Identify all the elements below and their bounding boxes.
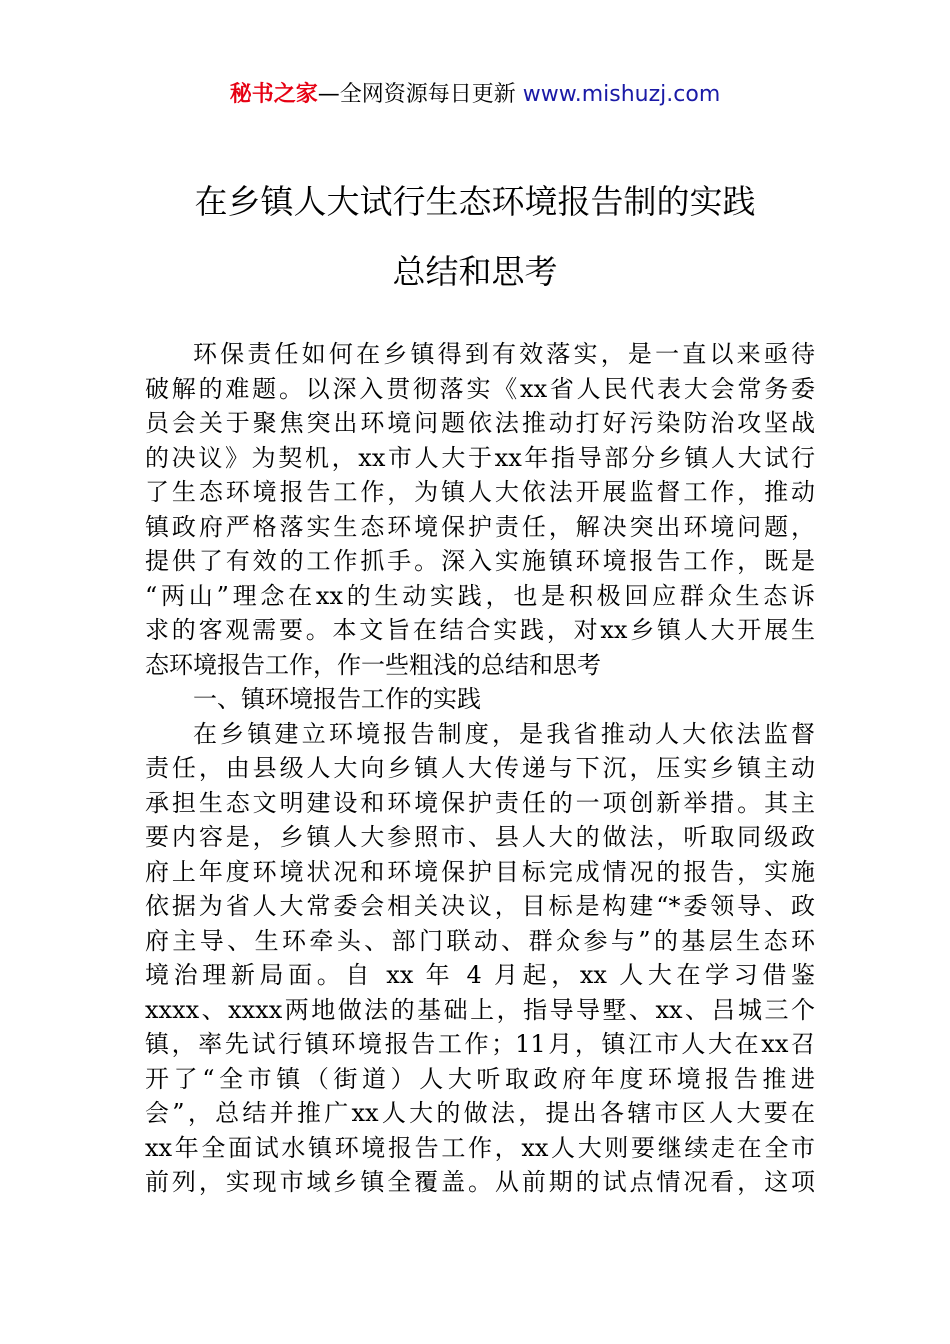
body-line: “两山”理念在xx的生动实践，也是积极回应群众生态诉 (145, 581, 815, 610)
body-line: 会”，总结并推广xx人大的做法，提出各辖市区人大要在 (145, 1099, 815, 1127)
body-line: 府上年度环境状况和环境保护目标完成情况的报告，实施 (145, 857, 815, 886)
site-url-link[interactable]: www.mishuzj.com (522, 82, 721, 107)
site-header (0, 80, 950, 110)
body-line: 责任，由县级人大向乡镇人大传递与下沉，压实乡镇主动 (145, 754, 815, 782)
body-line: 环保责任如何在乡镇得到有效落实，是一直以来亟待 (193, 340, 815, 368)
body-line: 承担生态文明建设和环境保护责任的一项创新举措。其主 (145, 788, 815, 817)
body-line: 前列，实现市域乡镇全覆盖。从前期的试点情况看，这项 (145, 1168, 815, 1196)
body-line: 依据为省人大常委会相关决议，目标是构建“*委领导、政 (145, 892, 815, 920)
body-line: 破解的难题。以深入贯彻落实《xx省人民代表大会常务委 (145, 374, 815, 403)
body-line: 求的客观需要。本文旨在结合实践，对xx乡镇人大开展生 (145, 616, 815, 644)
body-line: 要内容是，乡镇人大参照市、县人大的做法，听取同级政 (145, 823, 815, 851)
document-body (145, 337, 815, 1200)
document-title-line-1: 在乡镇人大试行生态环境报告制的实践 (194, 182, 756, 221)
body-line: 境治理新局面。自 xx 年 4 月起，xx 人大在学习借鉴 (145, 961, 815, 989)
body-line: xx年全面试水镇环境报告工作，xx人大则要继续走在全市 (145, 1133, 815, 1162)
document-title-line-2: 总结和思考 (392, 252, 558, 291)
site-tagline: —全网资源每日更新 (317, 82, 523, 107)
body-line: 提供了有效的工作抓手。深入实施镇环境报告工作，既是 (145, 547, 815, 575)
body-line: 态环境报告工作，作一些粗浅的总结和思考 (145, 650, 601, 679)
body-line: 开了“全市镇（街道）人大听取政府年度环境报告推进 (145, 1064, 815, 1093)
body-line: 员会关于聚焦突出环境问题依法推动打好污染防治攻坚战 (145, 409, 815, 437)
body-line: 镇，率先试行镇环境报告工作；11月，镇江市人大在xx召 (145, 1030, 815, 1058)
body-line: 镇政府严格落实生态环境保护责任，解决突出环境问题， (145, 512, 815, 541)
body-line: 了生态环境报告工作，为镇人大依法开展监督工作，推动 (145, 478, 815, 506)
body-line: xxxx、xxxx两地做法的基础上，指导导墅、xx、吕城三个 (145, 995, 815, 1024)
body-line: 的决议》为契机，xx市人大于xx年指导部分乡镇人大试行 (145, 443, 815, 472)
site-brand: 秘书之家 (229, 82, 318, 107)
section-heading: 一、镇环境报告工作的实践 (193, 685, 481, 713)
body-line: 府主导、生环牵头、部门联动、群众参与”的基层生态环 (145, 926, 815, 955)
body-line: 在乡镇建立环境报告制度，是我省推动人大依法监督 (193, 719, 815, 748)
